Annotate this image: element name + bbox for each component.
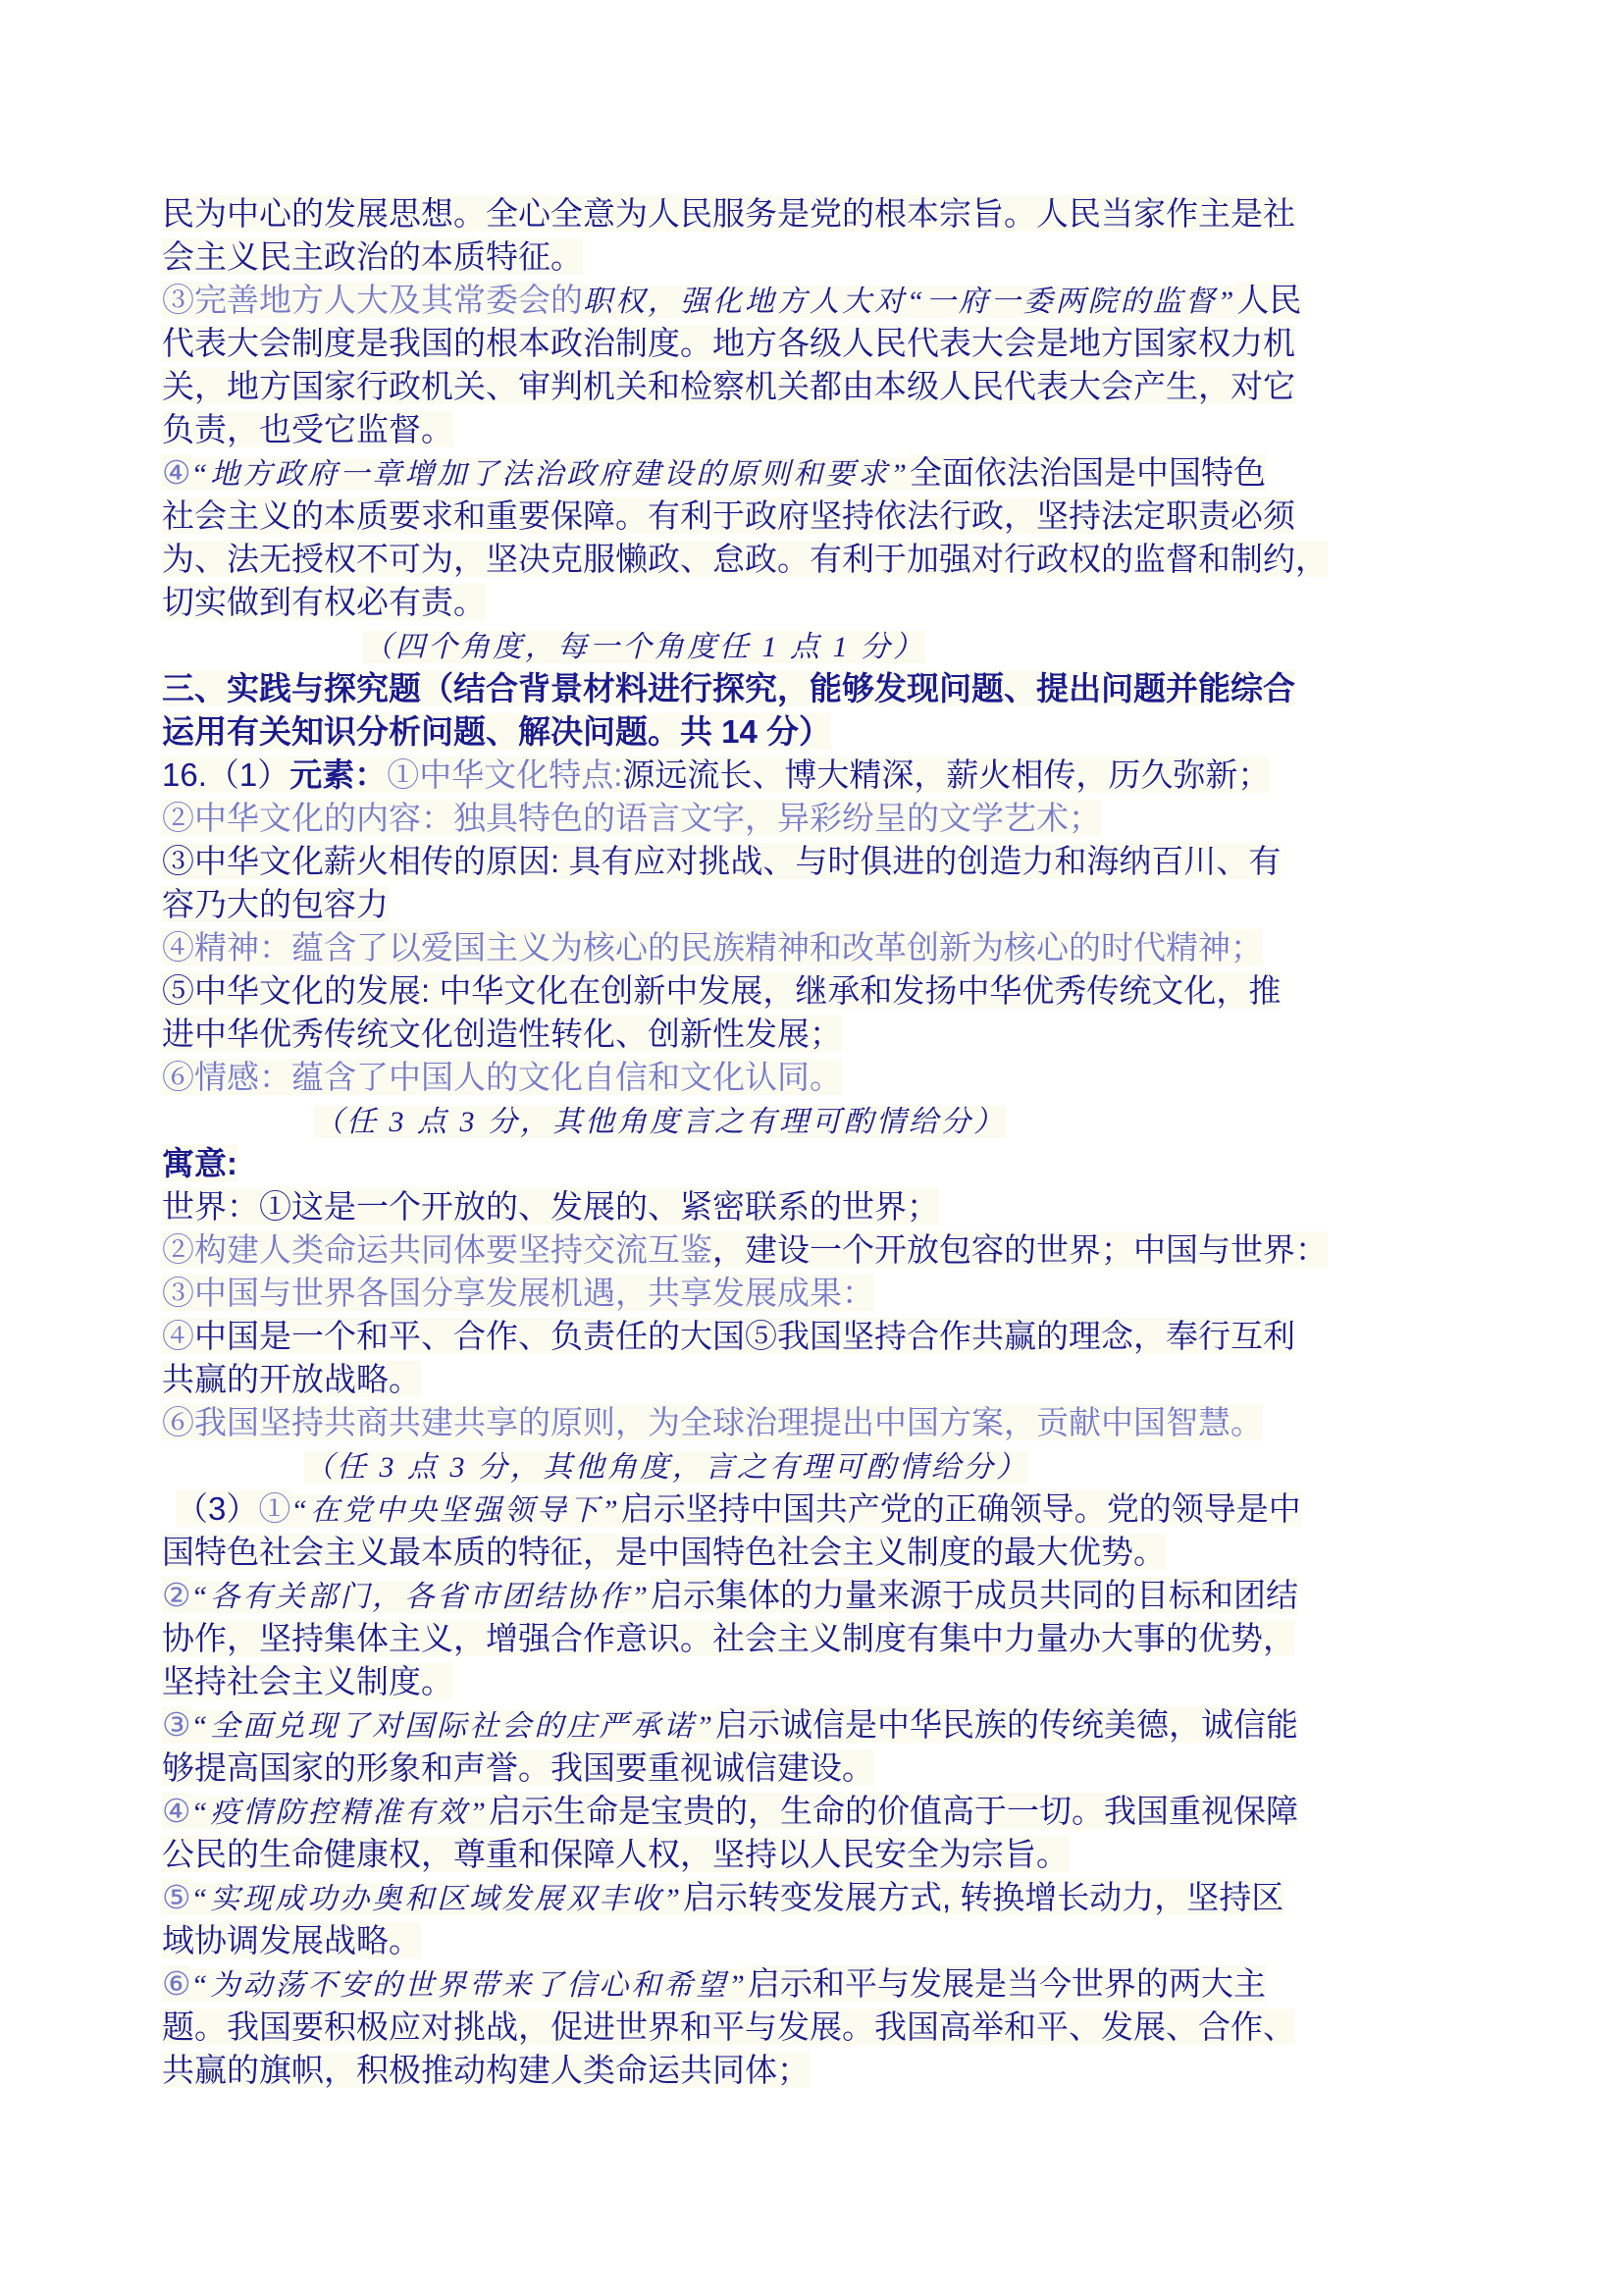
text-line (162, 1401, 1555, 1444)
text-line (162, 969, 1555, 1013)
text-segment: 共赢的旗帜，积极推动构建人类命运共同体； (162, 2052, 810, 2088)
text-line (162, 1315, 1555, 1358)
text-line (162, 1272, 1555, 1315)
text-segment: 启示诚信是中华民族的传统美德，诚信能 (714, 1706, 1298, 1743)
text-segment: 16.（1） (162, 757, 290, 793)
text-segment: ④ (162, 1793, 191, 1829)
text-line (162, 1531, 1555, 1574)
text-segment: 够提高国家的形象和声誉。我国要重视诚信建设。 (162, 1749, 874, 1786)
text-line (162, 1790, 1555, 1833)
text-segment: “地方政府一章增加了法治政府建设的原则和要求” (190, 458, 910, 491)
text-segment: ⑥我国坚持共商共建共享的原则，为全球治理提出中国方案，贡献中国智慧。 (162, 1404, 1263, 1440)
text-line (162, 1919, 1555, 1962)
text-segment: 世界：①这是一个开放的、发展的、紧密联系的世界； (162, 1188, 939, 1225)
text-segment: 寓意: (162, 1145, 237, 1181)
text-line (162, 322, 1555, 365)
text-line (162, 667, 1555, 710)
text-segment: 国特色社会主义最本质的特征，是中国特色社会主义制度的最大优势。 (162, 1534, 1166, 1570)
text-line (162, 883, 1555, 926)
text-segment: ⑥ (162, 1965, 191, 2002)
text-line (162, 710, 1555, 754)
text-line (162, 797, 1555, 840)
text-segment: “全面兑现了对国际社会的庄严承诺” (190, 1710, 715, 1743)
text-segment: 为、法无授权不可为，坚决克服懒政、怠政。有利于加强对行政权的监督和制约， (162, 541, 1328, 577)
text-line (162, 538, 1555, 581)
text-segment: ⑥情感：蕴含了中国人的文化自信和文化认同。 (162, 1059, 842, 1095)
text-segment: ③ (162, 1706, 191, 1743)
text-line (162, 624, 1555, 667)
text-line (162, 365, 1555, 408)
text-line (162, 1962, 1555, 2006)
text-segment: ④ (162, 454, 191, 491)
text-segment: 公民的生命健康权，尊重和保障人权，坚持以人民安全为宗旨。 (162, 1836, 1069, 1872)
text-segment: 全面依法治国是中国特色 (909, 454, 1266, 491)
text-segment: “各有关部门，各省市团结协作” (190, 1581, 651, 1613)
text-segment: 启示坚持中国共产党的正确领导。党的领导是中 (620, 1490, 1301, 1527)
text-line (162, 192, 1555, 235)
text-segment: ③完善地方人大及其常委会的 (162, 282, 583, 318)
text-line (162, 2006, 1555, 2049)
text-segment: 关，地方国家行政机关、审判机关和检察机关都由本级人民代表大会产生，对它 (162, 368, 1295, 404)
text-segment: 共赢的开放战略。 (162, 1361, 421, 1397)
text-segment: 民为中心的发展思想。全心全意为人民服务是党的根本宗旨。人民当家作主是社 (162, 195, 1295, 232)
text-line (162, 840, 1555, 883)
text-segment: 启示转变发展方式, 转换增长动力，坚持区 (682, 1879, 1284, 1915)
text-segment: 容乃大的包容力 (162, 886, 389, 922)
text-segment: 职权，强化地方人大对“一府一委两院的监督” (583, 286, 1237, 318)
text-segment: 题。我国要积极应对挑战，促进世界和平与发展。我国高举和平、发展、合作、 (162, 2009, 1295, 2045)
text-line (162, 1142, 1555, 1185)
text-segment: 协作，坚持集体主义，增强合作意识。社会主义制度有集中力量办大事的优势， (162, 1620, 1295, 1656)
text-segment: 会主义民主政治的本质特征。 (162, 238, 583, 275)
text-line (162, 1013, 1555, 1056)
text-line (162, 2049, 1555, 2092)
text-line (162, 1747, 1555, 1790)
text-segment: ②构建人类命运共同体要坚持交流互鉴 (162, 1231, 712, 1268)
text-line (162, 1358, 1555, 1401)
text-segment: 进中华优秀传统文化创造性转化、创新性发展； (162, 1016, 842, 1052)
text-segment: （任 3 点 3 分，其他角度言之有理可酌情给分） (314, 1106, 1006, 1138)
text-segment: 启示集体的力量来源于成员共同的目标和团结 (650, 1577, 1298, 1613)
text-segment: “疫情防控精准有效” (190, 1797, 489, 1829)
text-line (162, 926, 1555, 969)
text-segment: 源远流长、博大精深，薪火相传，历久弥新； (622, 757, 1271, 793)
text-segment: 社会主义的本质要求和重要保障。有利于政府坚持依法行政，坚持法定职责必须 (162, 497, 1295, 534)
text-segment: （任 3 点 3 分，其他角度，言之有理可酌情给分） (304, 1451, 1028, 1484)
text-line (162, 451, 1555, 495)
text-line (162, 1444, 1555, 1487)
text-line (162, 1099, 1555, 1142)
text-segment: ⑤ (162, 1879, 191, 1915)
text-segment: “为动荡不安的世界带来了信心和希望” (190, 1969, 748, 2002)
text-line (162, 1617, 1555, 1660)
text-line (162, 1056, 1555, 1099)
text-line (162, 1228, 1555, 1272)
text-segment: ③中国与世界各国分享发展机遇，共享发展成果： (162, 1275, 874, 1311)
text-line (162, 1574, 1555, 1617)
text-segment: 切实做到有权必有责。 (162, 584, 486, 620)
document-page (162, 192, 1555, 2092)
text-segment: 启示生命是宝贵的，生命的价值高于一切。我国重视保障 (488, 1793, 1298, 1829)
text-segment: 运用有关知识分析问题、解决问题。共 14 分） (162, 713, 832, 750)
text-line (162, 408, 1555, 451)
text-segment: 代表大会制度是我国的根本政治制度。地方各级人民代表大会是地方国家权力机 (162, 325, 1295, 361)
text-segment: 中国是一个和平、合作、负责任的大国⑤我国坚持合作共赢的理念，奉行互利 (194, 1318, 1295, 1354)
text-line (162, 495, 1555, 538)
text-line (162, 754, 1555, 797)
text-segment: 负责，也受它监督。 (162, 411, 453, 447)
text-line (162, 581, 1555, 624)
text-segment: ③中华文化薪火相传的原因: 具有应对挑战、与时俱进的创造力和海纳百川、有 (162, 843, 1282, 879)
text-line (162, 1660, 1555, 1703)
text-segment: （四个角度，每一个角度任 1 点 1 分） (363, 631, 925, 663)
text-line (162, 1487, 1555, 1531)
text-line (162, 1833, 1555, 1876)
text-line (162, 1703, 1555, 1747)
text-line (162, 279, 1555, 322)
text-segment: 三、实践与探究题（结合背景材料进行探究，能够发现问题、提出问题并能综合 (162, 670, 1295, 706)
text-segment: 域协调发展战略。 (162, 1922, 421, 1958)
text-segment: ④ (162, 1318, 194, 1354)
text-segment: 启示和平与发展是当今世界的两大主 (747, 1965, 1266, 2002)
text-segment: 坚持社会主义制度。 (162, 1663, 453, 1699)
text-segment: ① (258, 1490, 291, 1527)
text-line (162, 1876, 1555, 1919)
text-segment: （3） (176, 1490, 259, 1527)
text-segment: ①中华文化特点: (387, 757, 623, 793)
text-segment: 人民 (1236, 282, 1302, 318)
text-segment: ②中华文化的内容：独具特色的语言文字，异彩纷呈的文学艺术； (162, 800, 1101, 836)
text-segment: 元素： (289, 757, 388, 793)
text-segment: ② (162, 1577, 191, 1613)
text-segment: ⑤中华文化的发展: 中华文化在创新中发展，继承和发扬中华优秀传统文化，推 (162, 972, 1282, 1009)
text-line (162, 1185, 1555, 1228)
text-line (162, 235, 1555, 279)
text-segment: “实现成功办奥和区域发展双丰收” (190, 1883, 683, 1915)
text-segment: ④精神：蕴含了以爱国主义为核心的民族精神和改革创新为核心的时代精神； (162, 929, 1263, 965)
text-segment: “在党中央坚强领导下” (290, 1494, 621, 1527)
text-segment: ，建设一个开放包容的世界；中国与世界： (712, 1231, 1328, 1268)
